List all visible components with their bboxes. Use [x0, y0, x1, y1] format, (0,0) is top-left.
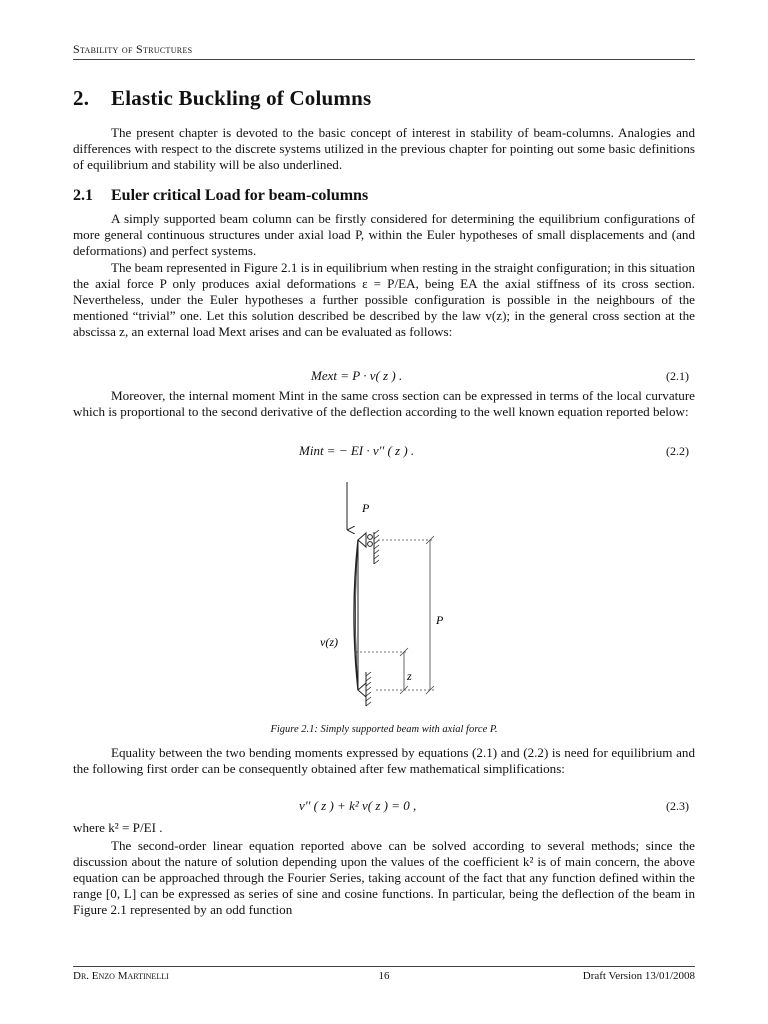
paragraph-4: Equality between the two bending moments expressed by equations (2.1) and (2.2) is need for equilibrium and the following first order can be consequently obtained after few mathematical simplifications: [73, 745, 695, 777]
footer-author: Dr. Enzo Martinelli [73, 970, 169, 982]
intro-paragraph: The present chapter is devoted to the basic concept of interest in stability of beam-columns. Analogies and differences with respect to the discrete systems utilized in the previous chapter for pointing out some basic definitions of equilibrium and stability will be also underlined. [73, 125, 695, 173]
equation-2-3 [73, 798, 695, 814]
bottom-pin-support [358, 672, 371, 706]
chapter-number: 2. [73, 86, 90, 110]
length-dimension [376, 536, 434, 694]
page-number: 16 [378, 970, 390, 982]
beam-column-diagram [300, 478, 470, 714]
equation-2-2-expression: Mint = − EI · v'' ( z ) . [299, 443, 415, 458]
section-number: 2.1 [73, 187, 93, 204]
equation-2-3-expression: v'' ( z ) + k² v( z ) = 0 , [299, 798, 417, 813]
top-roller-support [358, 530, 379, 564]
equation-2-3-number: (2.3) [666, 799, 689, 813]
label-axial-load: P [362, 501, 370, 515]
where-line: where k² = P/EI . [73, 820, 163, 835]
section-title [73, 187, 368, 205]
paragraph-1: A simply supported beam column can be firstly considered for determining the equilibrium configurations of more general continuous structures under axial load P, within the Euler hypotheses of small displacements and (and deformations) and perfect systems. [73, 211, 695, 259]
deflected-shape [354, 540, 358, 690]
label-abscissa: z [407, 669, 412, 683]
label-length: P [436, 613, 444, 627]
equation-2-2-number: (2.2) [666, 444, 689, 458]
section-title-text: Euler critical Load for beam-columns [111, 187, 369, 204]
equation-2-2 [73, 443, 695, 459]
figure-caption: Figure 2.1: Simply supported beam with axial force P. [270, 724, 498, 735]
equation-2-1 [73, 368, 695, 384]
figure-2-1 [300, 478, 470, 714]
paragraph-2: The beam represented in Figure 2.1 is in equilibrium when resting in the straight configuration; in this situation the axial force P only produces axial deformations ε = P/EA, being EA the axial stiffness of its cross section. Nevertheless, under the Euler hypotheses a further possible configuration is possible in the neighbours of the mentioned “trivial” one. Let this solution described be described by the law v(z); in the general cross section at the abscissa z, an external load Mext arises and can be evaluated as follows: [73, 260, 695, 340]
equation-2-1-number: (2.1) [666, 369, 689, 383]
chapter-title [73, 86, 371, 111]
paragraph-5: The second-order linear equation reported above can be solved according to several methods; since the discussion about the nature of solution depending upon the values of the coefficient k² is of main concern, the above equation can be approached through the Fourier Series, taking account of the fact that any function defined within the range [0, L] can be expressed as series of sine and cosine functions. In particular, being the deflection of the beam in Figure 2.1 represented by an odd function [73, 838, 695, 918]
footer-version: Draft Version 13/01/2008 [582, 970, 695, 982]
label-deflection: v(z) [320, 635, 338, 649]
chapter-title-text: Elastic Buckling of Columns [111, 86, 372, 110]
equation-2-1-expression: Mext = P · v( z ) . [311, 368, 403, 383]
footer-rule [73, 966, 695, 967]
running-header: Stability of Structures [73, 42, 695, 60]
paragraph-3: Moreover, the internal moment Mint in the same cross section can be expressed in terms of the local curvature which is proportional to the second derivative of the deflection according to the well known equation reported below: [73, 388, 695, 420]
